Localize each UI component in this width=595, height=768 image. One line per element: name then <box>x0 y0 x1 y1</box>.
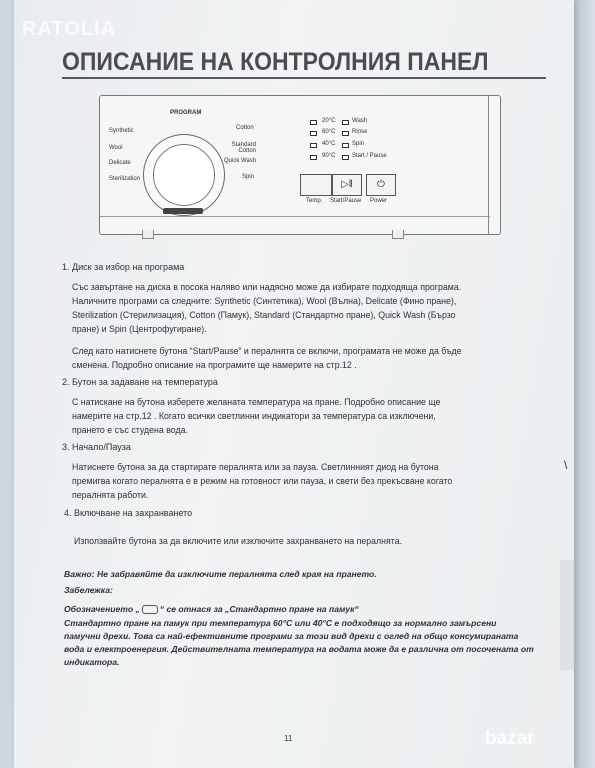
control-panel-diagram <box>99 95 501 235</box>
start-pause-button-drawing: ▷‖ <box>332 174 362 196</box>
status-led <box>342 131 349 136</box>
temp-label: Temp. <box>306 198 323 204</box>
panel-foot-right <box>392 230 404 239</box>
temp-90: 90°C <box>322 153 336 159</box>
page-stain <box>560 560 575 670</box>
page-edge <box>574 0 595 768</box>
status-led <box>342 143 349 148</box>
power-button-drawing: ⏻ <box>366 174 396 196</box>
temp-20: 20°C <box>322 118 336 124</box>
section-2-line: С натискане на бутона изберете желаната температура на пране. Подробно описание ще <box>72 397 441 407</box>
section-1-line: сменена. Подробно описание на програмите ще намерите на стр.12 . <box>72 360 357 370</box>
section-3-line: Натиснете бутона за да стартирате пералнята или за пауза. Светлинният диод на бутона <box>72 462 439 472</box>
panel-base-line <box>100 216 490 217</box>
program-synthetic: Synthetic <box>109 128 134 134</box>
program-delicate: Delicate <box>109 160 131 166</box>
temp-button-drawing <box>300 174 332 196</box>
note-paragraph-line: Стандартно пране на памук при температура 60°C или 40°C е подходящо за нормално замърсени <box>64 618 497 628</box>
page-number: 11 <box>284 734 293 743</box>
status-spin: Spin <box>352 141 365 147</box>
section-2-heading: 2. Бутон за задаване на температура <box>62 377 218 387</box>
temp-led <box>310 120 317 125</box>
section-3-line: пералнята работи. <box>72 490 149 500</box>
temp-40: 40°C <box>322 141 336 147</box>
section-1-line: Sterilization (Стерилизация), Cotton (Памук), Standard (Стандартно пране), Quick Wash (Бързо <box>72 310 456 320</box>
panel-foot-left <box>142 230 154 239</box>
panel-divider <box>488 96 489 234</box>
designation-suffix: “ се отнася за „Стандартно пране на памук“ <box>159 604 359 614</box>
watermark: RATOLIA <box>22 18 117 40</box>
note-paragraph-line: индикатора. <box>64 657 120 667</box>
section-4-heading: 4. Включване на захранването <box>64 508 193 518</box>
standard-cotton-symbol <box>142 605 158 614</box>
section-1-line: Наличните програми са следните: Synthetic (Синтетика), Wool (Вълна), Delicate (Фино пране), <box>72 296 457 306</box>
pen-mark: \ <box>564 458 568 472</box>
temp-led <box>310 155 317 160</box>
program-standard-cotton: Standard Cotton <box>231 142 256 154</box>
status-rinse: Rinse <box>352 129 368 135</box>
status-led <box>342 120 349 125</box>
section-2-line: прането е със студена вода. <box>72 425 188 435</box>
page-title: ОПИСАНИЕ НА КОНТРОЛНИЯ ПАНЕЛ <box>62 48 489 76</box>
dial-label-plate <box>163 208 203 214</box>
temp-60: 60°C <box>322 129 336 135</box>
program-sterilization: Sterilization <box>109 176 141 182</box>
temp-led <box>310 143 317 148</box>
section-2-line: намерите на стр.12 . Когато всички светлинни индикатори за температура са изключени, <box>72 411 436 421</box>
program-quick-wash: Quick Wash <box>224 158 257 164</box>
title-underline <box>62 77 546 79</box>
power-label: Power <box>370 198 388 204</box>
section-3-line: премигва когато пералнята е в режим на готовност или пауза, и свети без прекъсване когато <box>72 476 453 486</box>
designation-note <box>64 603 359 616</box>
program-spin: Spin <box>242 174 255 180</box>
status-wash: Wash <box>352 118 368 124</box>
section-3-heading: 3. Начало/Пауза <box>62 442 131 452</box>
designation-prefix: Обозначението „ <box>64 604 140 614</box>
temp-led <box>310 131 317 136</box>
program-wool: Wool <box>109 145 123 151</box>
section-1-line: Със завъртане на диска в посока наляво или надясно може да избирате подходяща програма. <box>72 282 462 292</box>
start-pause-label: Start/Pause <box>330 198 362 204</box>
note-label: Забележка: <box>64 585 113 595</box>
section-1-line: След като натиснете бутона “Start/Pause” и пералнята се включи, програмата не може да бъде <box>72 346 462 356</box>
note-paragraph-line: памучни дрехи. Това са най-ефективните програми за този вид дрехи с оглед на общо консумираната <box>64 631 519 641</box>
program-label: PROGRAM <box>170 110 202 116</box>
section-4-line: Използвайте бутона за да включите или изключите захранването на пералнята. <box>74 536 403 546</box>
note-paragraph-line: вода и електроенергия. Действителната температура на водата може да е различна от посочената от <box>64 644 534 654</box>
section-1-heading: 1. Диск за избор на програма <box>62 262 185 272</box>
status-start-pause: Start / Pause <box>352 153 387 159</box>
section-1-line: пране) и Spin (Центрофугиране). <box>72 324 207 334</box>
important-note: Важно: Не забравяйте да изключите пералнята след края на прането. <box>64 569 377 579</box>
bazar-watermark: bazar <box>485 728 535 749</box>
program-dial <box>153 144 215 206</box>
program-cotton: Cotton <box>236 125 254 131</box>
status-led <box>342 155 349 160</box>
